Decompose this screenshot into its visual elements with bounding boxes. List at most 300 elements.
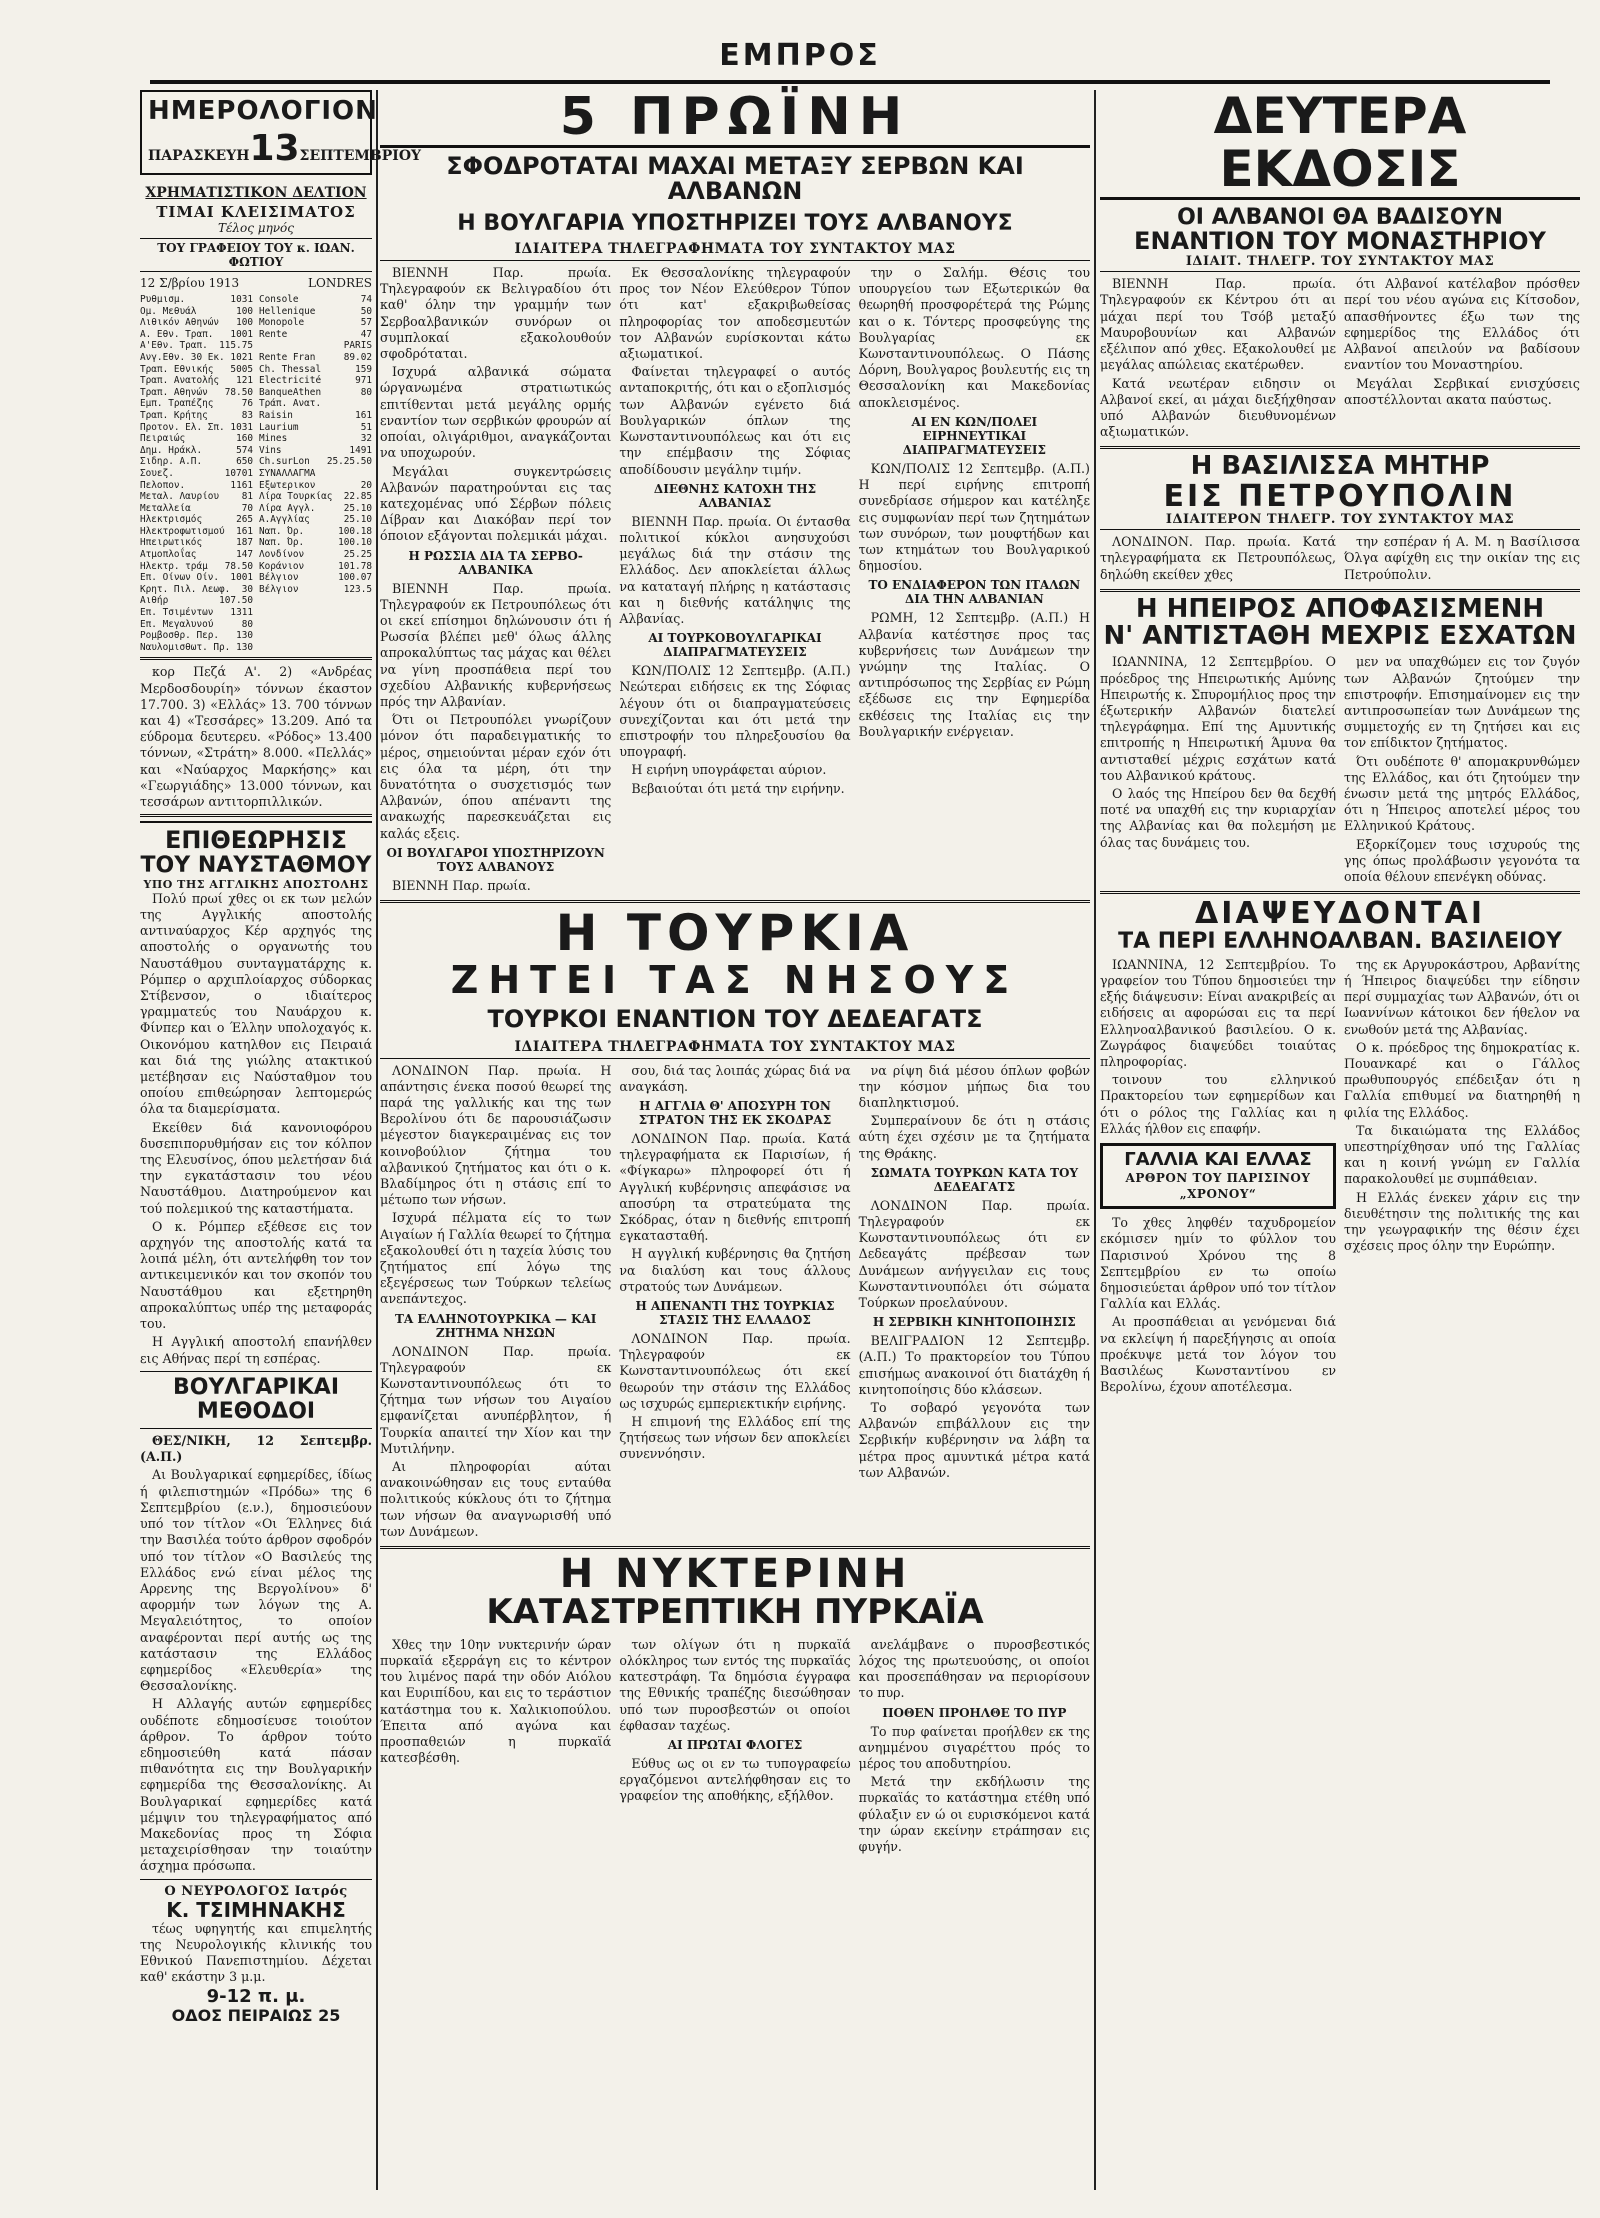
rate-name: Ch. Thessal — [259, 363, 322, 375]
divider — [140, 1879, 372, 1880]
rate-row — [259, 352, 372, 364]
article-subheading: Η ΑΓΓΛΙΑ Θ' ΑΠΟΣΥΡΗ ΤΟΝ ΣΤΡΑΤΟΝ ΤΗΣ ΕΚ ΣΚΟΔΡΑΣ — [638, 1098, 832, 1127]
rate-value: 147 — [236, 549, 253, 561]
rate-name: Τραπ. Κρήτης — [140, 409, 208, 421]
rate-row — [259, 398, 372, 410]
doctor-ad-paragraph: τέως υφηγητής και επιμελητής της Νευρολογικής κλινικής του Εθνικού Πανεπιστημίου. Δέχεται καθ' εκάστην 3 μ.μ. — [140, 1920, 372, 1985]
rate-name: Ch.surLon — [259, 456, 310, 468]
greco-albanian-headline: ΤΑ ΠΕΡΙ ΕΛΛΗΝΟΑΛΒΑΝ. ΒΑΣΙΛΕΙΟΥ — [1118, 928, 1562, 954]
article-paragraph: Αι πληροφορίαι αύται ανακοινώθησαν εις τους ενταύθα πολιτικούς κύκλους ότι το ζήτημα των νήσων θα αναγνωρισθή υπό των Δυνάμεων. — [380, 1459, 612, 1539]
article-paragraph: Αι Βουλγαρικαί εφημερίδες, ίδίως ή φιλεπιστημών «Πρόδω» της 6 Σεπτεμβρίου (ε.ν.), δημοσιεύουν υπό τον τίτλον «Οι Έλληνες διά την Βασιλέα τούτο άρθρον σφοδρόν υπό τον τίτλον «Ο Βασιλεύς της Ελλάδος ενώ είναι μέλος της Αρρενης της Βεργολίνου» δ' αφορμήν των λόγων της Α. Μεγαλειότητος, το οποίον αναφέρονται περί αυτής ως της κατάστασιν της Ελλάδος εφημερίδος «Ελευθερία» της Θεσσαλονίκης. — [140, 1467, 372, 1694]
article-paragraph: Εκείθεν διά κανονιοφόρου δυσεπιπορυθμήσαν εις τον κόλπον της Ελευσίνος, όπου μελετήσαν διά την εγκατάστασιν του νέου Ναυστάθμου. Διατηρούμενον και τού πολεμικού της καταστήματα. — [140, 1119, 372, 1216]
morning-edition-headline: 5 ΠΡΩΪΝΗ — [380, 90, 1090, 148]
rate-name: Electricité — [259, 375, 322, 387]
article-paragraph: Το χθες ληφθέν ταχυδρομείον εκόμισεν ημίν το φύλλον του Παρισινού Χρόνου της 8 Σεπτεμβρίου εν τω οποίω δημοσιεύεται άρθρον υπό τον τίτλον Γαλλία και Ελλάς. — [1100, 1215, 1336, 1312]
second-edition-headline: ΔΕΥΤΕΡΑ ΕΚΔΟΣΙΣ — [1100, 90, 1580, 200]
article-paragraph: Χθες την 10ην νυκτερινήν ώραν πυρκαϊά εξερράγη εις το κέντρον του λιμένος παρά την οδόν Αιόλου και Ευριπίδου, και εις το τεράστιον κατάστημα του κ. Χαλικιοπούλου. Έπειτα από αγώνα και προσπαθειών η πυρκαϊά κατεσβέσθη. — [380, 1636, 612, 1766]
rate-row — [259, 480, 372, 492]
rate-row — [140, 491, 253, 503]
divider — [1100, 446, 1580, 449]
france-greece-headline: ΓΑΛΛΙΑ ΚΑΙ ΕΛΛΑΣ — [1124, 1148, 1312, 1170]
exchange-rates-table — [140, 294, 372, 653]
article-paragraph: ΛΟΝΔΙΝΟΝ Παρ. πρωία. Τηλεγραφούν εκ Κωνσταντινουπόλεως ότι εν Δεδεαγάτς πρέβεσαν των Δυνάμεων ανήγγειλαν εις τους Κωνσταντινουπόλει ότι σώματα Τούρκων προελαύνουν. — [858, 1197, 1090, 1310]
article-paragraph: ΒΙΕΝΝΗ Παρ. πρωία. Οι έντασθα πολιτικοί κύκλοι ανησυχούσι μεγάλως διά την στάσιν της Ελλάδος. Δεν αποκλείεται άλλως να καταταγή πλήρης η κατάστασις και η διεθνής κατάληψις της Αλβανίας. — [619, 513, 851, 626]
almanac-title: ΗΜΕΡΟΛΟΓΙΟΝ — [148, 96, 378, 126]
rate-row — [259, 433, 372, 445]
center-column — [380, 87, 1090, 2190]
left-column — [140, 90, 422, 2190]
rate-name: BanqueAthen — [259, 386, 322, 398]
rate-name: Vins — [259, 444, 282, 456]
telegrams-subhead: ΙΔΙΑΙΤΕΡΑ ΤΗΛΕΓΡΑΦΗΜΑΤΑ ΤΟΥ ΣΥΝΤΑΚΤΟΥ ΜΑΣ — [380, 241, 1090, 261]
serb-albanian-headline: ΣΦΟΔΡΟΤΑΤΑΙ ΜΑΧΑΙ ΜΕΤΑΞΥ ΣΕΡΒΩΝ ΚΑΙ ΑΛΒΑΝΩΝ — [446, 151, 1024, 205]
article-column — [619, 1063, 850, 1542]
article-paragraph: Κατά νεωτέραν ειδησιν οι Αλβανοί εκεί, αι μάχαι διεξήχθησαν υπό Αλβανών διευθυνομένων αξιωματικών. — [1100, 375, 1336, 440]
rate-row — [140, 445, 253, 457]
article-column — [380, 265, 611, 896]
rate-row — [259, 503, 372, 515]
rate-row — [259, 561, 372, 573]
article-subheading: Η ΑΠΕΝΑΝΤΙ ΤΗΣ ΤΟΥΡΚΙΑΣ ΣΤΑΣΙΣ ΤΗΣ ΕΛΛΑΔΟΣ — [635, 1298, 835, 1327]
rate-name: Λίρα Αγγλ. — [259, 502, 316, 514]
rate-name: Εμπ. Τραπέζης — [140, 398, 214, 410]
rate-row — [259, 422, 372, 434]
rate-row — [140, 456, 253, 468]
article-paragraph: Φαίνεται τηλεγραφεί ο αυτός ανταποκριτής, ότι και ο εξοπλισμός των Αλβανών εγένετο διά Βουλγαρικών όπλων της Κωνσταντινουπόλεως και ότι εις την επέμβασιν της Σόφιας αποδίδουσιν μεγάλην τιμήν. — [619, 364, 851, 477]
rate-name: Λονδίνον — [259, 549, 305, 561]
albanians-articles — [1100, 276, 1580, 442]
rate-name: Hellenique — [259, 305, 316, 317]
rate-name: Πελοπον. — [140, 479, 186, 491]
article-column — [1100, 534, 1336, 585]
rate-value: 78.50 — [224, 386, 253, 398]
article-column — [1100, 276, 1336, 442]
rate-row — [140, 572, 253, 584]
denial-articles — [1100, 957, 1580, 1398]
exchange-dateline — [140, 276, 372, 290]
rate-row — [259, 317, 372, 329]
article-paragraph: Μεγάλαι Σερβικαί ενισχύσεις αποστέλλονται ακατα παύστως. — [1344, 375, 1580, 407]
rate-name: Εξωτερικον — [259, 479, 316, 491]
rate-row — [140, 537, 253, 549]
article-paragraph: Η επιμονή της Ελλάδος επί της ζητήσεως των νήσων δεν αποκλείει συνεννόησιν. — [619, 1414, 851, 1462]
article-paragraph: ανελάμβανε ο πυροσβεστικός λόχος της πρωτευούσης, οι οποίοι και προσεπάθησαν να περιορίσουν το πυρ. — [858, 1636, 1090, 1701]
article-paragraph: Εξορκίζομεν τους ισχυρούς της γης όπως προλάβωσιν γεγονότα τα οποία θέλουν επενέγκη οδύνας. — [1344, 836, 1580, 884]
rate-name: Mines — [259, 433, 288, 445]
almanac-weekday: ΠΑΡΑΣΚΕΥΗ — [148, 148, 250, 164]
rate-row — [140, 468, 253, 480]
article-paragraph: Πολύ πρωί χθες οι εκ των μελών της Αγγλικής αποστολής αντιναύαρχος Κέρ αρχηγός της αποστολής ο οργανωτής του Ναυστάθμου συνταγματάρχης κ. Ρόμπερ ο αρχιπλοίαρχος σύδορκας Στίβενσον, ο ιδιαίτερος γραμματεύς του Ναυάρχου κ. Φίνπερ και ο Έλλην υπολοχαγός κ. Οικονόμου κατηλθον εις Πειραιά και διά της γιώλης ατακτικού μετέβησαν εις Ναύσταθμον του οποίου επιθεώρησαν λεπτομερώς όλα τα διαμερίσματα. — [140, 890, 372, 1117]
rate-row — [259, 329, 372, 341]
rate-value: 20 — [360, 479, 372, 491]
rate-value: 30 — [241, 583, 253, 595]
article-column — [1344, 276, 1580, 442]
rate-name: Ηλεκτροφωτισμού — [140, 525, 225, 537]
article-subheading: ΟΙ ΒΟΥΛΓΑΡΟΙ ΥΠΟΣΤΗΡΙΖΟΥΝ ΤΟΥΣ ΑΛΒΑΝΟΥΣ — [386, 845, 605, 874]
rate-name: Λίρα Τουρκίας — [259, 491, 333, 503]
rate-name: Σιδηρ. Α.Π. — [140, 456, 203, 468]
rate-row — [140, 480, 253, 492]
article-column — [1344, 534, 1580, 585]
dateline: ΘΕΣ/ΝΙΚΗ, 12 Σεπτεμβρ. (Α.Π.) — [140, 1433, 372, 1465]
rate-row — [259, 468, 372, 480]
exchange-office: ΤΟΥ ΓΡΑΦΕΙΟΥ ΤΟΥ κ. ΙΩΑΝ. ΦΩΤΙΟΥ — [140, 238, 372, 272]
rate-value: 123.5 — [343, 583, 372, 595]
rate-value: 130 — [236, 641, 253, 653]
inspection-subhead: ΥΠΟ ΤΗΣ ΑΓΓΛΙΚΗΣ ΑΠΟΣΤΟΛΗΣ — [143, 877, 369, 891]
article-paragraph: Ο λαός της Ηπείρου δεν θα δεχθή ποτέ να υπαχθή εις την κυριαρχίαν της Αλβανίας και θα πολεμήση με όλας τας δυνάμεις του. — [1100, 785, 1336, 850]
article-subheading: ΑΙ ΠΡΩΤΑΙ ΦΛΟΓΕΣ — [667, 1737, 803, 1752]
article-subheading: Η ΣΕΡΒΙΚΗ ΚΙΝΗΤΟΠΟΙΗΣΙΣ — [872, 1315, 1076, 1330]
rate-name: Επ. Τσιμέντων — [140, 607, 214, 619]
rate-row — [140, 503, 253, 515]
rate-value: 187 — [236, 537, 253, 549]
article-paragraph: Ότι ουδέποτε θ' απομακρυνθώμεν της Ελλάδος, και ότι ζητούμεν την ένωσιν μετά της μητρός Ελλάδος, ότι η Ήπειρος αποτελεί μέρος του Ελληνικού Κράτους. — [1344, 753, 1580, 834]
rate-value: 80 — [360, 386, 372, 398]
rate-value: 100.18 — [338, 525, 372, 537]
rate-name: Σουεζ. — [140, 467, 174, 479]
rate-value: 25.10 — [343, 514, 372, 526]
rate-row — [140, 619, 253, 631]
article-subheading: ΑΙ ΕΝ ΚΩΝ/ΠΟΛΕΙ ΕΙΡΗΝΕΥΤΙΚΑΙ ΔΙΑΠΡΑΓΜΑΤΕΥΣΕΙΣ — [902, 414, 1047, 457]
france-greece-box — [1100, 1143, 1336, 1209]
exchange-note: Τέλος μηνός — [217, 221, 295, 235]
rate-name: Δημ. Ηράκλ. — [140, 444, 203, 456]
rate-value: 161 — [236, 525, 253, 537]
rate-row — [140, 306, 253, 318]
article-column — [1344, 957, 1580, 1398]
rate-value: 159 — [355, 363, 372, 375]
rate-value: 50 — [360, 305, 372, 317]
rate-row — [259, 306, 372, 318]
rate-row — [140, 422, 253, 434]
dedeagats-headline: ΤΟΥΡΚΟΙ ΕΝΑΝΤΙΟΝ ΤΟΥ ΔΕΔΕΑΓΑΤΣ — [487, 1005, 983, 1034]
rate-name: Επ. Μεγαλυνού — [140, 618, 214, 630]
rate-name: Κοράνιον — [259, 560, 305, 572]
rate-row — [259, 514, 372, 526]
article-paragraph: ΒΕΛΙΓΡΑΔΙΟΝ 12 Σεπτεμβρ. (Α.Π.) Το πρακτορείον του Τύπου επισήμως ανακοινοί ότι διατάχθη ή κινητοποίησις δύο κλάσεων. — [858, 1333, 1090, 1397]
rate-name: Rente Fran — [259, 351, 316, 363]
rate-row — [140, 317, 253, 329]
exchange-city: LONDRES — [308, 276, 372, 290]
rate-name: Μεταλλεία — [140, 502, 191, 514]
rate-value: 1311 — [230, 607, 253, 619]
rate-name: Ναυλομισθωτ. Πρ. — [140, 641, 231, 653]
rate-value: 160 — [236, 433, 253, 445]
exchange-title: ΧΡΗΜΑΤΙΣΤΙΚΟΝ ΔΕΛΤΙΟΝ — [145, 185, 367, 201]
rate-name: Τραπ. Εθνικής — [140, 363, 214, 375]
rate-value: 47 — [360, 328, 372, 340]
rate-row — [140, 398, 253, 410]
article-paragraph: ΛΟΝΔΙΝΟΝ Παρ. πρωία. Τηλεγραφούν εκ Κωνσταντινουπόλεως ότι εκεί θεωρούν την στάσιν της Ελλάδος ως ισχυρώς εμπεριεκτικήν ειρήνης. — [619, 1330, 851, 1411]
rate-row — [259, 364, 372, 376]
rate-name: Πειραιώς — [140, 433, 186, 445]
rate-name: Ναπ. Όρ. — [259, 525, 305, 537]
rate-row — [140, 294, 253, 306]
rate-name: Ανγ.Εθν. 30 Εκ. — [140, 351, 225, 363]
rate-name: Ναπ. Όρ. — [259, 537, 305, 549]
fire-headline: Η ΝΥΚΤΕΡΙΝΗ — [559, 1551, 911, 1598]
masthead: ΕΜΠΡΟΣ — [719, 38, 881, 73]
rate-value: 161 — [355, 409, 372, 421]
rate-value: 89.02 — [343, 351, 372, 363]
article-paragraph: Συμπεραίνουν δε ότι η στάσις αύτη έχει σχέσιν με τα ζητήματα της Θράκης. — [858, 1113, 1090, 1161]
divider — [1100, 589, 1580, 592]
article-column — [859, 1063, 1090, 1542]
divider — [1100, 891, 1580, 894]
almanac-date — [148, 128, 422, 169]
article-column — [1344, 654, 1580, 887]
fleet-note — [140, 664, 372, 810]
fire-articles — [380, 1637, 1090, 1857]
telegrams-subhead-3: ΙΔΙΑΙΤ. ΤΗΛΕΓΡ. ΤΟΥ ΣΥΝΤΑΚΤΟΥ ΜΑΣ — [1100, 254, 1580, 272]
article-paragraph: Το σοβαρό γεγονότα των Αλβανών επιβάλλουν εις την Σερβικήν κυβέρνησιν να λάβη τα μέτρα προς αμυντικά μέτρα κατά των Αλβανών. — [858, 1400, 1090, 1480]
turkey-articles — [380, 1063, 1090, 1542]
article-paragraph: σου, διά τας λοιπάς χώρας διά να αναγκάση. — [619, 1062, 851, 1094]
rate-value: 80 — [241, 618, 253, 630]
article-paragraph: Ο κ. πρόεδρος της δημοκρατίας κ. Πουανκαρέ και ο Γάλλος πρωθυπουργός επέδειξαν ότι η Γαλλία επιθυμεί να διατηρηθή η φιλία της Ελλάδος. — [1344, 1039, 1580, 1120]
article-subheading: ΑΙ ΤΟΥΡΚΟΒΟΥΛΓΑΡΙΚΑΙ ΔΙΑΠΡΑΓΜΑΤΕΥΣΕΙΣ — [648, 631, 822, 660]
rate-row — [140, 375, 253, 387]
right-column — [1100, 87, 1580, 2190]
rate-row — [140, 514, 253, 526]
inspection-headline: ΕΠΙΘΕΩΡΗΣΙΣ — [140, 821, 372, 853]
rate-row — [140, 607, 253, 619]
epirus-headline: Η ΗΠΕΙΡΟΣ ΑΠΟΦΑΣΙΣΜΕΝΗ — [1135, 593, 1545, 624]
article-paragraph: Εκ Θεσσαλονίκης τηλεγραφούν προς τον Νέον Ελεύθερον Τύπον ότι κατ' εξακριβωθείσας πληροφορίας τον αποδεσμευτών τον Αλβανών ευρίσκονται κάτω αξιωματικοί. — [619, 265, 851, 362]
article-subheading: ΤΟ ΕΝΔΙΑΦΕΡΟΝ ΤΩΝ ΙΤΑΛΩΝ ΔΙΑ ΤΗΝ ΑΛΒΑΝΙΑΝ — [868, 578, 1081, 607]
rate-value: 101.78 — [338, 560, 372, 572]
rates-right-column — [259, 294, 372, 653]
rate-row — [259, 410, 372, 422]
rate-row — [140, 584, 253, 596]
epirus-articles — [1100, 654, 1580, 887]
rate-name: Προτον. Ελ. Σπ. — [140, 421, 225, 433]
rate-row — [140, 329, 253, 341]
article-column — [859, 1637, 1090, 1857]
rate-name: Raisin — [259, 409, 293, 421]
article-subheading: ΔΙΕΘΝΗΣ ΚΑΤΟΧΗ ΤΗΣ ΑΛΒΑΝΙΑΣ — [653, 481, 817, 510]
rate-value: 100 — [236, 317, 253, 329]
article-column — [619, 1637, 850, 1857]
almanac-day: 13 — [249, 128, 300, 169]
queen-articles — [1100, 534, 1580, 585]
rate-row — [259, 340, 372, 352]
rate-row — [140, 387, 253, 399]
article-column — [1100, 654, 1336, 887]
rate-value: 51 — [360, 421, 372, 433]
rate-name: Console — [259, 294, 299, 305]
article-paragraph: των ολίγων ότι η πυρκαϊά ολόκληρος των εντός της πυρκαϊάς κατεστράφη. Τα δημόσια έγγραφα της Εθνικής τραπέζης διεσώθησαν υπό των πυροσβεστών οι οποίοι έφθασαν ταχέως. — [619, 1636, 851, 1733]
article-paragraph: Η αγγλική κυβέρνησις θα ζητήση να διαλύση και τους άλλους στρατούς των Δυνάμεων. — [619, 1246, 851, 1294]
almanac-month: ΣΕΠΤΕΜΒΡΙΟΥ — [299, 148, 422, 164]
rate-name: Ατμοπλοΐας — [140, 549, 197, 561]
rate-value: 5005 — [230, 363, 253, 375]
article-column — [859, 265, 1090, 896]
rate-name: Α. Εθν. Τραπ. — [140, 328, 214, 340]
rate-row — [259, 549, 372, 561]
rate-name: Ρυθμισμ. — [140, 294, 186, 305]
article-column — [619, 265, 850, 896]
almanac-box — [140, 90, 422, 175]
rate-value: 265 — [236, 514, 253, 526]
fleet-note-text: κορ Πεζά Α'. 2) «Ανδρέας Μερδοσδουρίη» τόννων έκαστον 17.700. 3) «Ελλάς» 13. 700 τόννων και 4) «Τεσσάρες» 13.209. Από τα εύδρομα δευτερευ. «Ρόδος» 13.400 τόννων, «Στράτη» 8.000. «Πελλάς» και «Ναύαρχος Μαρκήσης» και «Γεωργιάδης» 13.000 τόννων, και τεσσάρων αντιτορπιλλικών. — [140, 664, 372, 810]
turkey-headline: Η ΤΟΥΡΚΙΑ — [555, 903, 915, 962]
rate-name: Τράπ. Ανατ. — [259, 398, 322, 410]
article-paragraph: Αι προσπάθειαι αι γενόμεναι διά να εκλείψη ή παρεξήγησις αι οποία προέκυψε μετά τον λόγον του Βασιλέως Κωνσταντίνου εν Βερολίνω, έχουν αποτέλεσμα. — [1100, 1314, 1336, 1395]
column-divider — [376, 90, 378, 2190]
rate-name: Rente — [259, 328, 288, 340]
article-paragraph: Τα δικαιώματα της Ελλάδος υπεστηρίχθησαν υπό της Γαλλίας και η κοινή γνώμη εν Γαλλία παρακολουθεί με συμπάθειαν. — [1344, 1122, 1580, 1187]
article-paragraph: Το πυρ φαίνεται προήλθεν εκ της ανημμένου σιγαρέττου πρός το μέρος του αποδυτηρίου. — [858, 1723, 1090, 1771]
article-column — [380, 1063, 611, 1542]
article-paragraph: ΚΩΝ/ΠΟΛΙΣ 12 Σεπτεμβρ. (Α.Π.) Η περί ειρήνης επιτροπή συνεδρίασε σήμερον και κατέληξε εις συμφωνίαν περί των ζητημάτων των συνόρων, των μουφτήδων και των κτημάτων του Βουλγαρικού δημοσίου. — [858, 460, 1090, 574]
article-paragraph: ΡΩΜΗ, 12 Σεπτεμβρ. (Α.Π.) Η Αλβανία κατέστησε προς τας κυβερνήσεις των Δυνάμεων την γνώμην της Ιταλίας. Ο αντιπρόσωπος της Σερβίας εν Ρώμη εξέδωσε εις την Εφημερίδα εκθέσεις της Ιταλίας εις την Βουλγαρικήν ενέργειαν. — [858, 610, 1090, 739]
article-paragraph: ΙΩΑΝΝΙΝΑ, 12 Σεπτεμβρίου. Το γραφείον του Τύπου δημοσιεύει την εξής διάψευσιν: Είναι ανακριβείς αι ειδήσεις αι αφορώσαι εις τα περί Ελληνοαλβανικού βασιλείου. Ο κ. Ζωγράφος διαψεύδει τοιαύτας πληροφορίας. — [1100, 956, 1336, 1069]
rate-value: PARIS — [343, 340, 372, 352]
article-paragraph: ΚΩΝ/ΠΟΛΙΣ 12 Σεπτεμβρ. (Α.Π.) Νεώτεραι ειδήσεις εκ της Σόφιας λέγουν ότι οι διαπραγματεύσεις συνεχίζονται και ότι μετά την επιστροφήν του πληρεξουσίου θα υπογραφή. — [619, 663, 851, 760]
rate-name: Μεταλ. Λαυρίου — [140, 491, 220, 503]
exchange-subtitle: ΤΙΜΑΙ ΚΛΕΙΣΙΜΑΤΟΣ — [156, 203, 356, 221]
masthead-rule — [150, 80, 1550, 84]
fire-headline-2: ΚΑΤΑΣΤΡΕΠΤΙΚΗ ΠΥΡΚΑΪΑ — [486, 1592, 984, 1633]
denial-headline: ΔΙΑΨΕΥΔΟΝΤΑΙ — [1195, 896, 1485, 932]
exchange-date: 12 Σ/βρίου 1913 — [140, 276, 240, 290]
article-paragraph: τοινουν του ελληνικού Πρακτορείου των εφημερίδων και ότι ο ρόλος της Γαλλίας και η Ελλάς ήλθον εις επαφήν. — [1100, 1072, 1336, 1136]
rate-name: Α.Αγγλίας — [259, 514, 310, 526]
article-paragraph: ΒΙΕΝΝΗ Παρ. πρωία. — [392, 877, 531, 893]
rate-row — [140, 630, 253, 642]
rate-name: Τραπ. Αθηνών — [140, 386, 208, 398]
rate-row — [259, 456, 372, 468]
rate-value: 10701 — [224, 467, 253, 479]
doctor-ad-title: Ο ΝΕΥΡΟΛΟΓΟΣ Ιατρός — [164, 1883, 348, 1899]
article-paragraph: την εσπέραν ή Α. Μ. η Βασίλισσα Όλγα αφίχθη εις την οικίαν της εις Πετρούπολιν. — [1344, 534, 1580, 582]
rate-value: 76 — [241, 398, 253, 410]
rate-value: 70 — [241, 502, 253, 514]
article-paragraph: Βεβαιούται ότι μετά την ειρήνην. — [631, 780, 845, 796]
rate-row — [259, 572, 372, 584]
article-paragraph: Η Αλλαγής αυτών εφημερίδες ουδέποτε εδημοσίευσε τοιούτον άρθρον. Το άρθρον τούτο εδημοσιεύθη κατά πάσαν πιθανότητα εις την Βουλγαρικήν εφημερίδα της Θεσσαλονίκης. Αι Βουλγαρικαί εφημερίδες κατά μέμψιν του τηλεγραφήματος από Μακεδονίας προς τη Σόφια μεταχειρίσθησαν την τοιαύτην άσχημα πρόσωπα. — [140, 1696, 372, 1874]
divider — [140, 814, 372, 817]
article-paragraph: ΒΙΕΝΝΗ Παρ. πρωία. Τηλεγραφούν εκ Κέντρου ότι αι μάχαι περί του Τσόβ μεταξύ Μαυροβουνίων και Αλβανών εξέλιπον από χθες. Εξακολουθεί με μεγάλας απώλειας εκατέρωθεν. — [1100, 276, 1336, 373]
rate-value: 1491 — [349, 444, 372, 456]
rate-name: Α'Εθν. Τραπ. — [140, 340, 208, 352]
article-paragraph: Μετά την εκδήλωσιν της πυρκαϊάς το κατάστημα ετέθη υπό φύλαξιν εν ώ οι ευρισκόμενοι κατά την ώραν εκείνην ετράπησαν εις φυγήν. — [858, 1774, 1090, 1854]
petersburg-headline: ΕΙΣ ΠΕΤΡΟΥΠΟΛΙΝ — [1163, 478, 1517, 514]
doctor-name: Κ. ΤΣΙΜΗΝΑΚΗΣ — [166, 1897, 346, 1922]
rate-value: 57 — [360, 317, 372, 329]
rate-value: 115.75 — [219, 340, 253, 352]
rate-name: Ηλεκτρισμός — [140, 514, 203, 526]
islands-headline: ΖΗΤΕΙ ΤΑΣ ΝΗΣΟΥΣ — [450, 958, 1020, 1003]
rate-value: 1161 — [230, 479, 253, 491]
rate-value: 25.25 — [343, 549, 372, 561]
article-paragraph: Η Αγγλική αποστολή επανήλθεν εις Αθήνας περί τη εσπέρας. — [140, 1334, 372, 1366]
article-column — [380, 1637, 611, 1857]
rate-name: Αιθήρ — [140, 595, 169, 607]
divider — [140, 1371, 372, 1372]
rate-name: Βέλγιον — [259, 583, 299, 595]
article-paragraph: Ο κ. Ρόμπερ εξέθεσε εις τον αρχηγόν της αποστολής κατά τα λοιπά μέλη, ότι αντελήφθη τον τον αντικειμενικόν και τον σκοπόν του Ναυστάθμου και εξετηρηθη απροκαλύπτως υπέρ της μεταφοράς του. — [140, 1218, 372, 1332]
article-paragraph: Ισχυρά αλβανικά σώματα ώργανωμένα στρατιωτικώς επιτίθενται μετά μεγάλης ορμής εναντίον των σερβικών φρουρών αί οποίαι, ολιγάριθμοι, αναγκάζονται να υποχωρούν. — [380, 364, 612, 461]
rate-value: 130 — [236, 630, 253, 642]
article-paragraph: ΙΩΑΝΝΙΝΑ, 12 Σεπτεμβρίου. Ο πρόεδρος της Ηπειρωτικής Αμύνης Ηπειρωτής κ. Σπυρομήλιος προς την έξωτερικήν Αλβανών διατελεί τηλεγράφημα. Επί της Αμυντικής επιτροπής η Ηπειρωτική Άμυνα θα αντισταθεί μέχρις εσχάτων κατά του Αλβανικού κράτους. — [1100, 654, 1336, 783]
article-paragraph: Ότι οι Πετρουπόλει γνωρίζουν μόνον ότι παραδειγματικής το μέρος, σημειούνται μέραν εχόν ότι εις όλα τα μέρη, ότι την δυνατότητα ο συσχετισμός των Αλβανών, όπου απέναντι της ανακωχής παρεσκευάζεται εις καλάς εξεις. — [380, 712, 612, 841]
monastir-headline: ΕΝΑΝΤΙΟΝ ΤΟΥ ΜΟΝΑΣΤΗΡΙΟΥ — [1134, 227, 1546, 256]
bulgarian-methods-article — [140, 1433, 372, 1874]
rate-value: 78.50 — [224, 560, 253, 572]
rate-value: 1021 — [230, 351, 253, 363]
rate-row — [140, 364, 253, 376]
rate-value: 650 — [236, 456, 253, 468]
article-column — [1100, 957, 1336, 1398]
rate-row — [259, 387, 372, 399]
rate-row — [259, 491, 372, 503]
rate-value: 22.85 — [343, 491, 372, 503]
rate-value: 25.10 — [343, 502, 372, 514]
rate-value: 32 — [360, 433, 372, 445]
inspection-headline-2: ΤΟΥ ΝΑΥΣΤΑΘΜΟΥ — [140, 852, 372, 878]
rate-value: 107.50 — [219, 595, 253, 607]
rate-value: 121 — [236, 375, 253, 387]
rate-row — [140, 340, 253, 352]
rate-row — [140, 595, 253, 607]
rate-row — [140, 410, 253, 422]
albanians-headline: ΟΙ ΑΛΒΑΝΟΙ ΘΑ ΒΑΔΙΣΟΥΝ — [1177, 205, 1503, 230]
article-subheading: ΣΩΜΑΤΑ ΤΟΥΡΚΩΝ ΚΑΤΑ ΤΟΥ ΔΕΔΕΑΓΑΤΣ — [870, 1165, 1079, 1194]
article-paragraph: Μεγάλαι συγκεντρώσεις Αλβανών παρατηρούνται εις τας κατεχομένας υπό Σέρβων πόλεις Δίβραν και Διακόβαν περί τον όποιον εξάγονται πολεμικάι μάχαι. — [380, 463, 612, 544]
rate-row — [140, 561, 253, 573]
rate-row — [140, 433, 253, 445]
article-paragraph: ΒΙΕΝΝΗ Παρ. πρωία. Τηλεγραφούν εκ Πετρουπόλεως ότι οι εκεί επίσημοι δηλώνουσιν ότι ή Ρωσσία βλέπει μεθ' όλως άλλης απροκαλύπτως τας μάχας και θέλει να γίνη προσπάθεια περί του σχεδίου Αλβανικής κυβερνήσεως πρός την Αλβανίαν. — [380, 580, 612, 709]
serb-albanian-articles — [380, 265, 1090, 896]
column-divider — [1094, 90, 1096, 2190]
rate-name: ΣΥΝΑΛΛΑΓΜΑ — [259, 467, 316, 479]
rate-name: Monopole — [259, 317, 305, 329]
rate-value: 574 — [236, 444, 253, 456]
rate-name: Laurium — [259, 421, 299, 433]
rate-row — [140, 642, 253, 654]
rate-row — [259, 375, 372, 387]
rate-value: 1001 — [230, 572, 253, 584]
bulgaria-headline: Η ΒΟΥΛΓΑΡΙΑ ΥΠΟΣΤΗΡΙΖΕΙ ΤΟΥΣ ΑΛΒΑΝΟΥΣ — [457, 210, 1013, 236]
rate-name: Ομ. Μεθυάλ — [140, 305, 197, 317]
article-subheading: ΤΑ ΕΛΛΗΝΟΤΟΥΡΚΙΚΑ — ΚΑΙ ΖΗΤΗΜΑ ΝΗΣΩΝ — [394, 1311, 597, 1340]
rate-row — [140, 352, 253, 364]
rate-name: Τραπ. Ανατολής — [140, 375, 220, 387]
resist-headline: Ν' ΑΝΤΙΣΤΑΘΗ ΜΕΧΡΙΣ ΕΣΧΑΤΩΝ — [1103, 621, 1577, 652]
telegrams-subhead-2: ΙΔΙΑΙΤΕΡΑ ΤΗΛΕΓΡΑΦΗΜΑΤΑ ΤΟΥ ΣΥΝΤΑΚΤΟΥ ΜΑΣ — [380, 1039, 1090, 1059]
rate-value: 81 — [241, 491, 253, 503]
rate-name: Ρομβοσθρ. Περ. — [140, 630, 220, 642]
article-paragraph: Η ειρήνη υπογράφεται αύριον. — [631, 762, 827, 778]
article-paragraph: να ρίψη διά μέσου όπλων φοβών την κόσμον μήπως δια του διαπληκτισμού. — [858, 1062, 1090, 1110]
rate-value: 971 — [355, 375, 372, 387]
bulgarian-methods-headline: ΒΟΥΛΓΑΡΙΚΑΙ ΜΕΘΟΔΟΙ — [172, 1374, 340, 1424]
article-subheading: ΠΟΘΕΝ ΠΡΟΗΛΘΕ ΤΟ ΠΥΡ — [882, 1705, 1067, 1720]
article-paragraph: Η Ελλάς ένεκεν χάριν εις την διευθέτησιν της πολιτικής της και την γεωγραφικήν της θέσιν έχει σχέσεις προς όλην την Ευρώπην. — [1344, 1189, 1580, 1254]
article-paragraph: της εκ Αργυροκάστρου, Αρβανίτης ή Ήπειρος διαψεύδει την είδησιν περί συμμαχίας των Αλβανών, ότι οι Ιωαννίνων κάτοικοι δεν ήθελον να ενωθούν μετά της Αλβανίας. — [1344, 956, 1580, 1037]
divider — [380, 1546, 1090, 1549]
rate-value: 100.10 — [338, 537, 372, 549]
rate-value: 83 — [241, 409, 253, 421]
rate-name: Λιθικόν Αθηνών — [140, 317, 220, 329]
rate-value: 25.25.50 — [326, 456, 372, 468]
doctor-hours: 9-12 π. μ. — [206, 1986, 306, 2008]
rate-row — [259, 537, 372, 549]
divider — [140, 657, 372, 660]
